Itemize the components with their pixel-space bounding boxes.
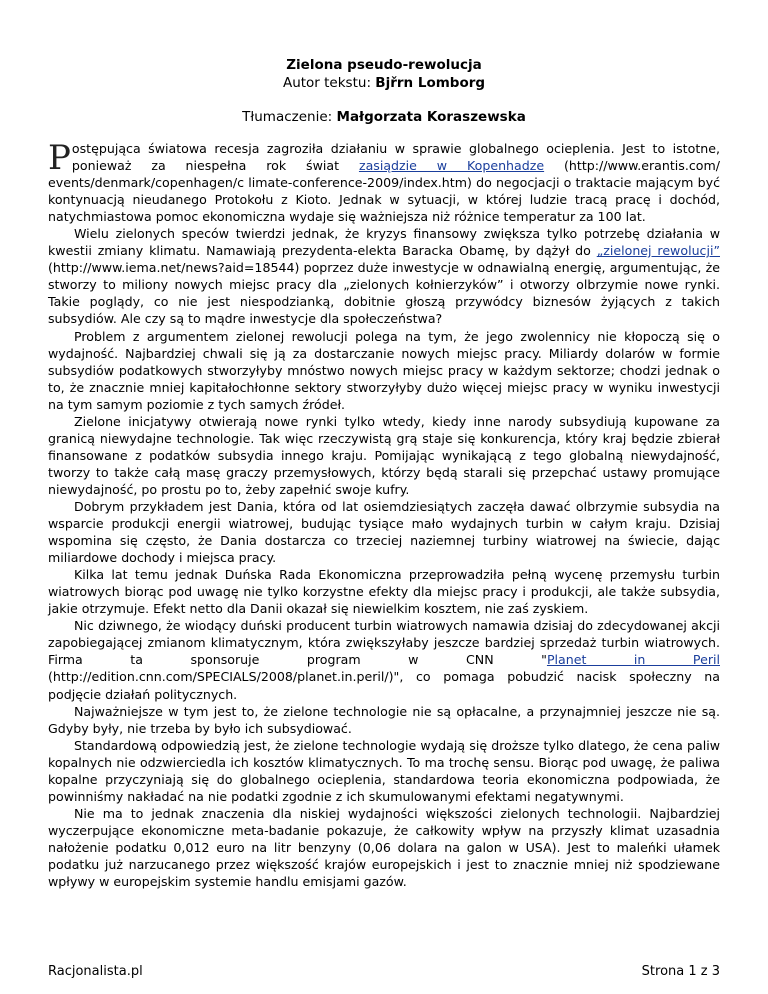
footer-site: Racjonalista.pl <box>48 964 143 979</box>
paragraph-3: Problem z argumentem zielonej rewolucji polega na tym, że jego zwolennicy nie kłopoczą się o wydajność. Najbardziej chwali się ją za dostarczanie nowych miejsc pracy. Miliardy dolarów w formie subsydiów podatkowych stworzyłyby mnóstwo nowych miejsc pracy w każdym sektorze; chodzi jednak o to, że znacznie mniej kapitałochłonne sektory stworzyłyby dużo więcej miejsc pracy w wyniku inwestycji na tym samym poziomie z tych samych źródeł. <box>48 328 720 412</box>
article-header <box>48 56 720 126</box>
article-body <box>48 140 720 890</box>
paragraph-6: Kilka lat temu jednak Duńska Rada Ekonomiczna przeprowadziła pełną wycenę przemysłu turbin wiatrowych biorąc pod uwagę nie tylko korzystne efekty dla miejsc pracy i produkcji, ale także subsydia, jakie otrzymuje. Efekt netto dla Danii okazał się niewielkim kosztem, nie zaś zyskiem. <box>48 567 720 617</box>
paragraph-9: Standardową odpowiedzią jest, że zielone technologie wydają się droższe tylko dlatego, że cena paliw kopalnych nie odzwierciedla ich kosztów klimatycznych. To ma trochę sensu. Biorąc pod uwagę, że paliwa kopalne przyczyniają się do globalnego ocieplenia, standardowa teoria ekonomiczna podpowiada, że powinniśmy nakładać na nie podatki zgodnie z ich skumulowanymi efektami negatywnymi. <box>48 737 720 804</box>
author-line <box>48 74 720 92</box>
footer-page-number: Strona 1 z 3 <box>641 964 720 979</box>
paragraph-7 <box>48 617 720 702</box>
paragraph-1 <box>48 140 720 225</box>
paragraph-7-text-b: (http://edition.cnn.com/SPECIALS/2008/planet.in.peril/)", co pomaga pobudzić nacisk społeczny na podjęcie działań politycznych. <box>48 669 720 702</box>
author-label: Autor tekstu: <box>282 75 371 91</box>
paragraph-7-text-a: Nic dziwnego, że wiodący duński producent turbin wiatrowych namawia dzisiaj do zdecydowanej akcji zapobiegającej zmianom klimatycznym, która zwiększyłaby jeszcze bardziej sprzedaż turbin wiatrowych. Firma ta sponsoruje program w CNN " <box>48 618 720 668</box>
drop-cap: P <box>48 138 71 178</box>
page-footer <box>48 964 720 979</box>
paragraph-2 <box>48 225 720 327</box>
translator-line <box>48 108 720 126</box>
link-zielona-rewolucja[interactable]: „zielonej rewolucji” <box>596 243 720 259</box>
link-kopenhaga[interactable]: zasiądzie w Kopenhadze <box>358 158 545 174</box>
link-planet-in-peril[interactable]: Planet in Peril <box>546 652 720 668</box>
paragraph-4: Zielone inicjatywy otwierają nowe rynki tylko wtedy, kiedy inne narody subsydiują kupowane za granicą niewydajne technologie. Tak więc rzeczywistą grą staje się konkurencja, który kraj będzie zbierał finansowane z podatków subsydia innego kraju. Pomijając wynikającą z tego globalną niewydajność, tworzy to także całą masę graczy przemysłowych, którzy będą starali się przepchać ustawy promujące niewydajność, po prostu po to, żeby zapełnić swoje kufry. <box>48 413 720 497</box>
paragraph-2-text-b: (http://www.iema.net/news?aid=18544) poprzez duże inwestycje w odnawialną energię, argumentując, że stworzy to miliony nowych miejsc pracy dla „zielonych kołnierzyków” i otworzy olbrzymie nowe rynki. Takie poglądy, co nie jest niespodzianką, dobitnie głoszą przywódcy biznesów żyjących z takich subsydiów. Ale czy są to mądre inwestycje dla społeczeństwa? <box>48 260 720 327</box>
paragraph-5: Dobrym przykładem jest Dania, która od lat osiemdziesiątych zaczęła dawać olbrzymie subsydia na wsparcie produkcji energii wiatrowej, budując tysiące mało wydajnych turbin w całym kraju. Dzisiaj wspomina się często, że Dania dostarcza co trzeciej naziemnej turbiny wiatrowej na świecie, dając miliardowe dochody i miejsca pracy. <box>48 498 720 566</box>
paragraph-8: Najważniejsze w tym jest to, że zielone technologie nie są opłacalne, a przynajmniej jeszcze nie są. Gdyby były, nie trzeba by było ich subsydiować. <box>48 703 720 736</box>
article-title: Zielona pseudo-rewolucja <box>286 57 482 73</box>
document-page <box>48 56 720 890</box>
translator-label: Tłumaczenie: <box>242 109 333 125</box>
translator-name: Małgorzata Koraszewska <box>336 109 526 125</box>
paragraph-1-text-a: ostępująca światowa recesja zagroziła działaniu w sprawie globalnego ocieplenia. Jest to istotne, ponieważ za niespełna rok świat <box>71 141 720 174</box>
paragraph-2-text-a: Wielu zielonych speców twierdzi jednak, że kryzys finansowy zwiększa tylko potrzebę działania w kwestii zmiany klimatu. Namawiają prezydenta-elekta Baracka Obamę, by dążył do <box>48 226 720 259</box>
paragraph-10: Nie ma to jednak znaczenia dla niskiej wydajności większości zielonych technologii. Najbardziej wyczerpujące ekonomiczne meta-badanie pokazuje, że całkowity wpływ na przyszły klimat uzasadnia nałożenie podatku 0,012 euro na litr benzyny (0,06 dolara na galon w USA). Jest to maleńki ułamek podatku już narzucanego przez większość krajów europejskich i jest to znacznie mniej niż spodziewane wpływy w europejskim systemie handlu emisjami gazów. <box>48 805 720 890</box>
author-name: Bjřrn Lomborg <box>375 75 486 91</box>
paragraph-1-text-b: (http://www.erantis.com/ events/denmark/copenhagen/c limate-conference-2009/index.htm) do negocjacji o traktacie mającym być kontynuacją nieudanego Protokołu z Kioto. Jednak w sytuacji, w której ludzie tracą pracę i dochód, natychmiastowa pomoc ekonomiczna wydaje się ważniejsza niż różnice temperatur za 100 lat. <box>48 158 721 225</box>
